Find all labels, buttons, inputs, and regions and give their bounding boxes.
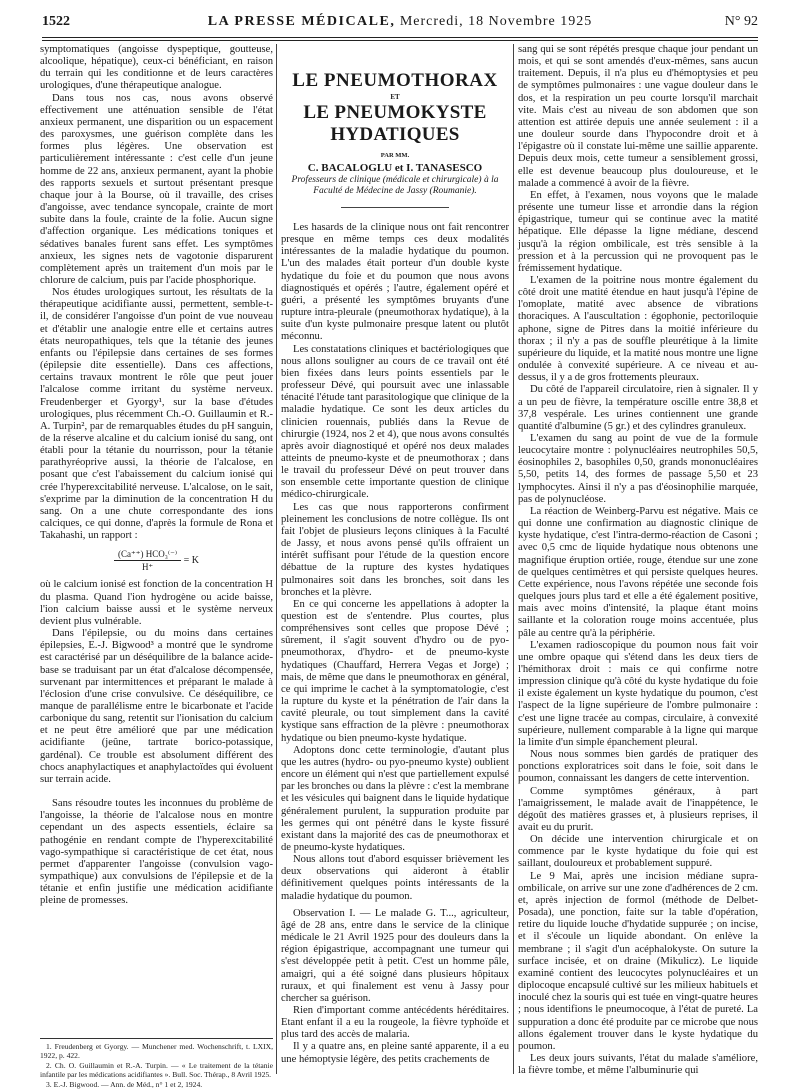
article-title-line-2: LE PNEUMOKYSTE HYDATIQUES	[303, 102, 487, 145]
formula-fraction	[114, 548, 181, 573]
running-header	[42, 14, 758, 34]
paragraph: Nous allons tout d'abord esquisser brièvement les deux observations qui aideront à établir définitivement quelques points intéressants de la maladie hydatique du poumon.	[281, 854, 509, 902]
paragraph: Rien d'important comme antécédents héréditaires. Etant enfant il a eu la rougeole, la fièvre typhoïde et plus tard des accès de malaria.	[281, 1005, 509, 1041]
paragraph: L'examen du sang au point de vue de la formule leucocytaire montre : polynucléaires neutrophiles 50,5, éosinophiles 2, basophiles 0,50, grands mononucléaires 5,50, petits 14, des formes de passage 5,50 et 23 lymphocytes. Ainsi il n'y a pas d'éosinophilie marquée, pas de polynucléose.	[518, 433, 758, 505]
formula-rhs: = K	[183, 555, 199, 567]
paragraph: Dans l'épilepsie, ou du moins dans certaines épilepsies, E.-J. Bigwood³ a montré que le syndrome est caractérisé par un déséquilibre de la balance acide-base se traduisant par un état d'alcalose décompensée, survenant par intermittences et préparant le malade à l'éclosion d'une crise convulsive. Ce déséquilibre, ce manque de parallélisme entre le bicarbonate et l'acide carbonique du sang, retentit sur l'ionisation du calcium et ne peut être amélioré que par une médication acidifiante (jeûne, tartrate borico-potassique, gardénal). Ce trouble est absolument différent des chocs anaphylactiques et anaphylactoïdes qui évoluent sur terrain acide.	[40, 628, 273, 785]
paragraph: Les constatations cliniques et bactériologiques que nous allons souligner au cours de ce travail ont été bien fixées dans leurs points essentiels par le professeur Dévé, qui poursuit avec une inlassable ténacité l'étude tant parasitologique que clinique de la maladie hydatique. Ce sont les deux articles du clinicien rouennais, publiés dans la Revue de chirurgie (1924, nos 2 et 4), que nous avons consultés après avoir diagnostiqué et opéré nos deux malades atteints de pneumo-kyste et de pneumothorax ; dans le travail du professeur Dévé on peut trouver dans son ensemble cette importante question de clinique médico-chirurgicale.	[281, 343, 509, 501]
paragraph: La réaction de Weinberg-Parvu est négative. Mais ce qui donne une confirmation au diagnostic clinique de kyste hydatique, c'est l'intra-dermo-réaction de Casoni ; avec 0,5 cmc de liquide hydatique nous obtenons une magnifique éruption ortiée, rouge, étendue sur une zone de quelques centimètres et qui persiste quelques heures. Cette expérience, nous l'avons répétée une seconde fois quelques jours plus tard et elle a été également positive, mais avec moins d'intensité, la plaque étant moins saillante et la coloration rouge moins accentuée, plus pâle au centre qu'à la périphérie.	[518, 505, 758, 639]
paragraph: Les hasards de la clinique nous ont fait rencontrer presque en même temps ces deux modalités intéressantes de la maladie hydatique du poumon. L'un des malades était porteur d'un double kyste hydatique du foie et du poumon que nous avons diagnostiqués et opérés ; l'autre, également opéré et guéri, a présenté les symptômes bruyants d'une rupture intra-pleurale (pneumothorax hydatique), à la suite d'un kyste pulmonaire presque latent ou plutôt méconnu.	[281, 222, 509, 343]
issue-number: N° 92	[724, 14, 758, 29]
paragraph: En ce qui concerne les appellations à adopter la question est de s'entendre. Plus courtes, plus compréhensives sont celles que propose Dévé ; sûrement, il s'agit souvent d'hydro ou de pyo-pneumothorax, d'hydro- et de pneumo-kyste hydatiques (Chauffard, Herrera Vegas et Jorge) ; mais, de même que dans le pneumothorax en général, ce qui imprime le cachet à la symptomatologie, c'est la rupture du kyste et la pénétration de l'air dans la cavité pleurale, ou tout simplement dans la cavité kystique sans effraction de la plèvre : pneumothorax hydatique ou bien pneumo-kyste hydatique.	[281, 598, 509, 744]
footnote-rule	[40, 1038, 273, 1039]
footnote: 1. Freudenberg et Gyorgy. — Munchener med. Wochenschrift, t. LXIX, 1922, p. 422.	[40, 1042, 273, 1061]
paragraph: Nos études urologiques surtout, les résultats de la thérapeutique acidifiante aussi, permettent, semble-t-il, de considérer l'angoisse d'un point de vue nouveau et d'établir une analogie entre elle et certains autres états neuropathiques, tels que la tétanie des jeunes enfants ou l'épilepsie dans certaines de ses formes (épilepsie dite essentielle). Dans ces affections, certains travaux montrent le rôle que peut jouer l'alcalose comme irritant du système nerveux. Freudenberger et Gyorgy¹, sur la base d'études urologiques, plus récemment Ch.-O. Guillaumin et R.-A. Turpin², par de remarquables études du pH sanguin, de la réserve alcaline et du calcium ionisé du sang, ont établi pour la tétanie du nourrisson, pour la tétanie parathyréoprive aussi, la théorie de l'alcalose, en posant que c'est l'abaissement du calcium ionisé qui crée l'hyperexcitabilité nerveuse. L'alcalose, on le sait, s'exprime par la diminution de la concentration H du sang. On a une chute correspondante des ions calciques, ce qui donne, d'après la formule de Rona et Takahashi, un rapport :	[40, 287, 273, 542]
article-affiliation: Professeurs de clinique (médicale et chirurgicale) à la Faculté de Médecine de Jassy (Roumanie).	[291, 175, 499, 196]
article-title-et: ET	[390, 93, 400, 101]
paragraph: sang qui se sont répétés presque chaque jour pendant un mois, et qui se sont amendés d'eux-mêmes, sans aucun traitement. Depuis, il n'a plus eu d'hémoptysies et peu de symptômes pulmonaires : une vague douleur dans le dos, et la respiration un peu courte lorsqu'il marchait vite. Mais c'est au niveau de son abdomen que son attention est attirée depuis une année seulement : il a une douleur sourde dans l'hypocondre droit et à l'épigastre où il constate lui-même une saillie apparente. Depuis deux mois, cette tumeur a sensiblement grossi, elle est devenue beaucoup plus douloureuse, et le malade a commencé à avoir de la fièvre.	[518, 44, 758, 189]
paragraph: Le 9 Mai, après une incision médiane supra-ombilicale, on arrive sur une zone d'adhérences de 2 cm. et, après injection de formol (méthode de Delbet-Posada), une ponction, faite sur la table d'opération, retire du liquide louche d'hydatide suppurée ; on incise, et il s'écoule un liquide abondant. On enlève la membrane ; il s'agit d'un acéphalokyste. On suture la surface incisée, et on draine (Mikulicz). Le liquide examiné contient des leucocytes polynucléaires et un diplocoque encapsulé cultivé sur les milieux habituels et inoculé chez la souris qui est tuée en vingt-quatre heures ; nous identifions le pneumocoque, à l'état de pureté. La suppuration a donc été produite par ce microbe que nous allons également trouver dans le kyste hydatique du poumon.	[518, 870, 758, 1052]
title-rule	[341, 207, 449, 208]
column-divider-2	[513, 44, 514, 1074]
paragraph: Il y a quatre ans, en pleine santé apparente, il a eu une hémoptysie légère, des petits crachements de	[281, 1041, 509, 1065]
paragraph: Les deux jours suivants, l'état du malade s'améliore, la fièvre tombe, et même l'albuminurie qui	[518, 1052, 758, 1077]
issue-date: Mercredi, 18 Novembre 1925	[399, 14, 593, 29]
formula-denominator: H⁺	[141, 562, 154, 573]
article-par: PAR MM.	[380, 152, 410, 159]
paragraph: L'examen de la poitrine nous montre également du côté droit une matité étendue en haut jusqu'à l'épine de l'omoplate, matité avec absence de vibrations thoraciques. A l'auscultation : égophonie, pectoriloquie aphone, signe de Pitres dans la moitié inférieure du thorax ; il n'y a pas de souffle pleurétique à la limite supérieure du liquide, et la matité nous montre une ligne ondulée à convexité supérieure. A ce niveau et au-dessus, il y a de gros frottements pleuraux.	[518, 274, 758, 384]
column-2	[281, 44, 509, 1066]
journal-title-line	[42, 14, 758, 30]
paragraph: Observation I. — Le malade G. T..., agriculteur, âgé de 28 ans, entre dans le service de la clinique médicale le 21 Avril 1925 pour des douleurs dans la région épigastrique, accompagnant une tumeur qui s'est développée petit à petit. C'est un homme pâle, amaigri, qui a été soigné dans plusieurs hôpitaux ruraux, et qui finalement est venu à Jassy pour chercher sa guérison.	[281, 907, 509, 1004]
paragraph: Du côté de l'appareil circulatoire, rien à signaler. Il y a un peu de fièvre, la température oscille entre 38,8 et 37,8 vespérale. Les urines contiennent une grande quantité d'albumine (5 gr.) et des cylindres granuleux.	[518, 384, 758, 432]
formula-numerator: (Ca⁺⁺) HCO₃⁽⁻⁾	[114, 548, 181, 561]
column-1	[40, 44, 273, 907]
page-number: 1522	[42, 14, 70, 29]
journal-title: LA PRESSE MÉDICALE,	[207, 14, 396, 29]
article-title-line-1: LE PNEUMOTHORAX	[292, 70, 498, 91]
rona-takahashi-formula	[40, 548, 273, 573]
footnotes	[40, 1038, 273, 1089]
paragraph: Adoptons donc cette terminologie, d'autant plus que les autres (hydro- ou pyo-pneumo kyste) oublient encore un élément qui n'est que partiellement expulsé par les bronches ou dans la plèvre : c'est la membrane et les vésicules qui baignent dans le liquide hydatique généralement purulent, la suppuration produite par les germes qui ont pénétré dans le kyste fissuré existant dans la majorité des cas de pneumothorax et de pneumo-kyste hydatiques.	[281, 744, 509, 853]
paragraph: L'examen radioscopique du poumon nous fait voir une ombre opaque qui s'étend dans les deux tiers de l'hémithorax droit : mais ce qui confirme notre impression clinique qu'à côté du kyste hydatique du foie il existe également un kyste hydatique du poumon, c'est l'aspect de la ligne supérieure de l'ombre pulmonaire : c'est une ligne tracée au compas, circulaire, à convexité supérieure, nullement comparable à la ligne qui marque la limite d'un simple épanchement pleural.	[518, 639, 758, 748]
header-rule-top	[42, 37, 758, 38]
paragraph: où le calcium ionisé est fonction de la concentration H du plasma. Quand l'ion hydrogène ou acide baisse, l'ion calcium baisse aussi et le système nerveux devient plus vulnérable.	[40, 579, 273, 627]
paragraph: symptomatiques (angoisse dyspeptique, goutteuse, alcoolique, hépatique), ceux-ci bénéficiant, en raison du terrain qui les conditionne et de leurs caractères urologiques, d'une thérapeutique analogue.	[40, 44, 273, 92]
footnote: 2. Ch. O. Guillaumin et R.-A. Turpin. — « Le traitement de la tétanie infantile par les médications acidifiantes ». Bull. Soc. Thérap., 8 Avril 1925.	[40, 1060, 273, 1080]
paragraph: On décide une intervention chirurgicale et on commence par le kyste hydatique du foie qui est saillant, douloureux et probablement suppuré.	[518, 834, 758, 870]
footnote: 3. E.-J. Bigwood. — Ann. de Méd., n° 1 et 2, 1924.	[46, 1079, 203, 1089]
column-3	[518, 44, 758, 1077]
paragraph: Dans tous nos cas, nous avons observé effectivement une atténuation sensible de l'état anxieux permanent, une disparition ou un espacement des paroxysmes, une guérison complète dans les formes plus légères. Une observation est particulièrement intéressante : c'est celle d'un jeune homme de 22 ans, anxieux permanent, ayant la phobie des rapports sexuels et surtout présentant presque chaque jour à la Bourse, où il travaille, des crises d'angoisse, avec tendance syncopale, crainte de mort subite dans la foule, crainte de la folie. Aucun signe d'affection organique. Les médications toniques et sédatives banales furent sans effet. Les symptômes anxieux, les signes nets de vagotonie disparurent complètement après un traitement d'un mois par le chlorure de calcium, puis par l'acide phosphorique.	[40, 92, 273, 286]
paragraph: Comme symptômes généraux, à part l'amaigrissement, le malade avait de l'inappétence, le dégoût des matières grasses et, à plusieurs reprises, il avait eu du prurit.	[518, 785, 758, 833]
article-authors: C. BACALOGLU et I. TANASESCO	[307, 162, 483, 174]
paragraph: Les cas que nous rapporterons confirment pleinement les conclusions de notre collègue. Ils ont fait l'objet de plusieurs leçons cliniques à la Faculté de Jassy, et nous avons pensé qu'ils offraient un intérêt suffisant pour l'étude de la question encore débattue de la rupture des kystes hydatiques pulmonaires soit dans les bronches, soit dans les bronches et la plèvre.	[281, 501, 509, 598]
column-divider-1	[276, 44, 277, 1074]
paragraph: En effet, à l'examen, nous voyons que le malade présente une tumeur lisse et arrondie dans la région épigastrique, tumeur qui se continue avec la matité hépatique. Elle dépasse la ligne médiane, descend jusqu'à la région ombilicale, est très sensible à la pression et à la percussion qui ne provoquent pas le frémissement hydatique.	[518, 189, 758, 274]
paragraph: Nous nous sommes bien gardés de pratiquer des ponctions exploratrices soit dans le foie, soit dans le poumon, connaissant les dangers de cette intervention.	[518, 749, 758, 785]
paragraph: Sans résoudre toutes les inconnues du problème de l'angoisse, la théorie de l'alcalose nous en montre cependant un des aspects essentiels, éclaire sa pathogénie en rendant compte de l'hyperexcitabilité vago-sympathique si caractéristique de cet état, nous permet d'apparenter l'angoisse (convulsion vago-sympathique) aux convulsions de l'épilepsie et de la tétanie et enfin justifie une médication acidifiante pleine de promesses.	[40, 798, 273, 907]
header-rule-bottom	[42, 40, 758, 41]
